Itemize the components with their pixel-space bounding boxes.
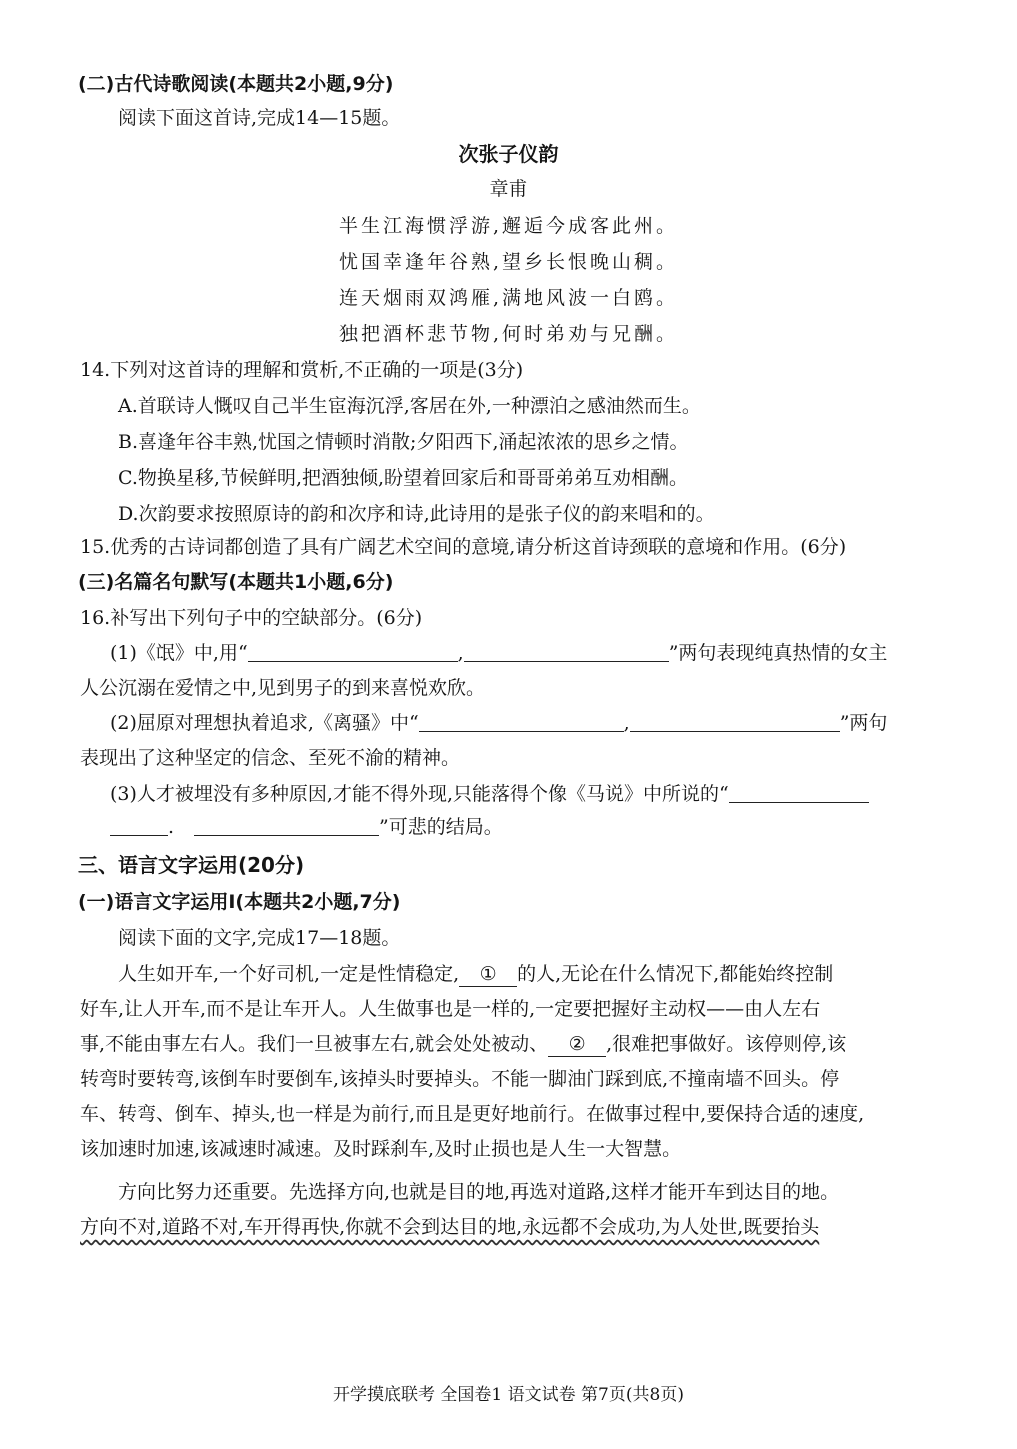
- passage-line: 好车,让人开车,而不是让车开人。人生做事也是一样的,一定要把握好主动权——由人左右: [80, 998, 821, 1020]
- question-16-item-3: [110, 782, 869, 806]
- question-16-item-1: [110, 641, 887, 665]
- separator: .: [168, 816, 175, 838]
- question-16-item-2-cont: 表现出了这种坚定的信念、至死不渝的精神。: [80, 747, 461, 769]
- part-header-language: 三、语言文字运用(20分): [78, 853, 305, 877]
- passage-line-underlined: 方向不对,道路不对,车开得再快,你就不会到达目的地,永远都不会成功,为人处世,既要抬头: [80, 1216, 820, 1238]
- question-16-item-2: [110, 711, 887, 735]
- question-16-stem: 16.补写出下列句子中的空缺部分。(6分): [80, 607, 423, 629]
- answer-blank[interactable]: [110, 815, 168, 836]
- question-14-option-b: B.喜逢年谷丰熟,忧国之情顿时消散;夕阳西下,涌起浓浓的思乡之情。: [118, 431, 689, 453]
- page-footer: 开学摸底联考 全国卷1 语文试卷 第7页(共8页): [333, 1385, 684, 1405]
- question-14-option-a: A.首联诗人慨叹自己半生宦海沉浮,客居在外,一种漂泊之感油然而生。: [118, 395, 701, 417]
- comma: ,: [457, 642, 464, 664]
- poem-instruction: 阅读下面这首诗,完成14—15题。: [118, 107, 401, 129]
- answer-blank[interactable]: [419, 711, 624, 732]
- section-header-language-1: (一)语言文字运用Ⅰ(本题共2小题,7分): [78, 891, 401, 913]
- poem-line: 连天烟雨双鸿雁,满地风波一白鸥。: [338, 287, 679, 309]
- passage-text: 的人,无论在什么情况下,都能始终控制: [517, 963, 834, 985]
- section-header-poetry: (二)古代诗歌阅读(本题共2小题,9分): [78, 73, 394, 95]
- passage-text: 事,不能由事左右人。我们一旦被事左右,就会处处被动、: [80, 1033, 549, 1055]
- passage-line: [118, 962, 833, 987]
- poem-line: 独把酒杯悲节物,何时弟劝与兄酬。: [338, 323, 679, 345]
- comma: ,: [623, 712, 630, 734]
- answer-blank[interactable]: [630, 711, 840, 732]
- passage-line: [80, 1032, 846, 1057]
- passage-line: 方向比努力还重要。先选择方向,也就是目的地,再选对道路,这样才能开车到达目的地。: [118, 1181, 840, 1203]
- poem-line: 忧国幸逢年谷熟,望乡长恨晚山稠。: [338, 251, 679, 273]
- question-14-option-d: D.次韵要求按照原诗的韵和次序和诗,此诗用的是张子仪的韵来唱和的。: [118, 503, 715, 525]
- section-header-recitation: (三)名篇名句默写(本题共1小题,6分): [78, 571, 394, 593]
- item-1-prefix: (1)《氓》中,用“: [110, 642, 248, 664]
- passage-line: 该加速时加速,该减速时减速。及时踩刹车,及时止损也是人生一大智慧。: [80, 1138, 682, 1160]
- answer-blank[interactable]: [464, 641, 669, 662]
- blank-1[interactable]: ①: [459, 962, 517, 987]
- answer-blank[interactable]: [729, 782, 869, 803]
- item-3-suffix: ”可悲的结局。: [379, 816, 503, 838]
- question-15: 15.优秀的古诗词都创造了具有广阔艺术空间的意境,请分析这首诗颈联的意境和作用。(6分): [80, 536, 847, 558]
- item-1-suffix: ”两句表现纯真热情的女主: [668, 642, 888, 664]
- poem-title: 次张子仪韵: [458, 142, 559, 166]
- answer-blank[interactable]: [194, 815, 379, 836]
- poem-line: 半生江海惯浮游,邂逅今成客此州。: [338, 215, 679, 237]
- passage-instruction: 阅读下面的文字,完成17—18题。: [118, 927, 401, 949]
- item-2-prefix: (2)屈原对理想执着追求,《离骚》中“: [110, 712, 419, 734]
- question-14-stem: 14.下列对这首诗的理解和赏析,不正确的一项是(3分): [80, 359, 524, 381]
- question-16-item-1-cont: 人公沉溺在爱情之中,见到男子的到来喜悦欢欣。: [80, 677, 486, 699]
- blank-2[interactable]: ②: [548, 1032, 606, 1057]
- passage-text: ,很难把事做好。该停则停,该: [606, 1033, 847, 1055]
- passage-text: 人生如开车,一个好司机,一定是性情稳定,: [118, 963, 460, 985]
- question-16-item-3-cont: [110, 815, 503, 839]
- item-3-prefix: (3)人才被埋没有多种原因,才能不得外现,只能落得个像《马说》中所说的“: [110, 783, 729, 805]
- passage-line: 转弯时要转弯,该倒车时要倒车,该掉头时要掉头。不能一脚油门踩到底,不撞南墙不回头。停: [80, 1068, 840, 1090]
- passage-line: 车、转弯、倒车、掉头,也一样是为前行,而且是更好地前行。在做事过程中,要保持合适的速度,: [80, 1103, 865, 1125]
- answer-blank[interactable]: [248, 641, 458, 662]
- poem-author: 章甫: [489, 178, 528, 200]
- item-2-suffix: ”两句: [839, 712, 888, 734]
- question-14-option-c: C.物换星移,节候鲜明,把酒独倾,盼望着回家后和哥哥弟弟互劝相酬。: [118, 467, 689, 489]
